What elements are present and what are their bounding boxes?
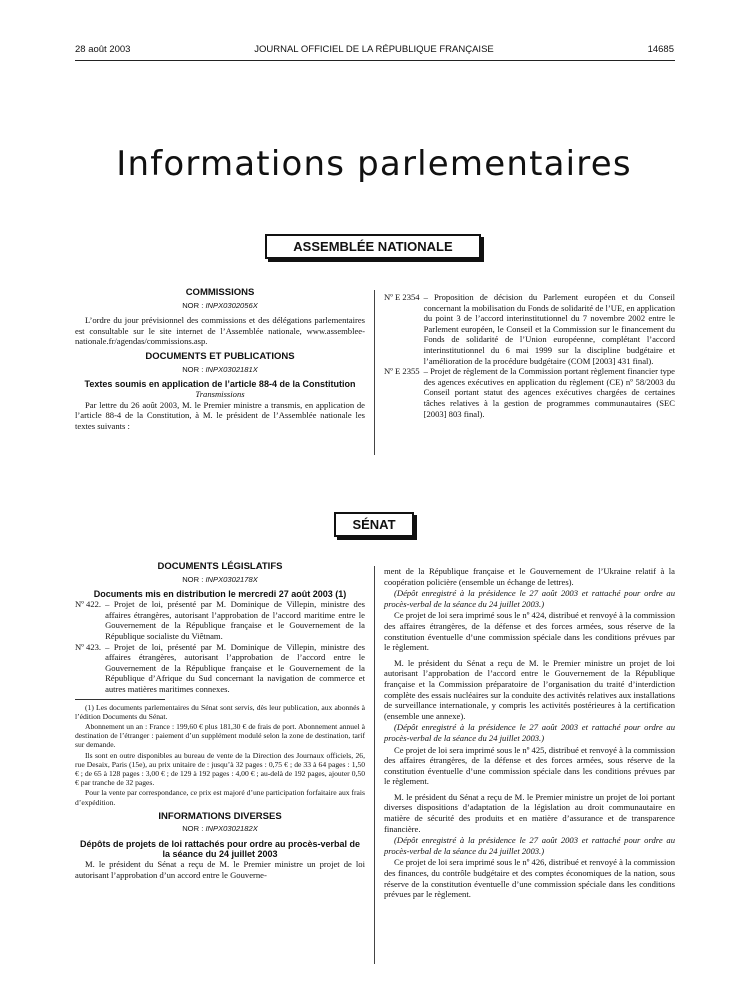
nor-code: INPX0302182X [205,824,258,834]
header-rule [75,60,675,61]
depot-note: (Dépôt enregistré à la présidence le 27 août 2003 et rattaché pour ordre au procès-verbal de la séance du 24 juillet 2003.) [384,835,675,856]
senat-right-column [384,566,675,900]
infos-diverses-heading: INFORMATIONS DIVERSES [158,810,282,822]
item-number: Nº 423. [75,641,102,652]
nor-label: NOR : [182,364,204,374]
docs-legislatifs-bold-title: Documents mis en distribution le mercredi 27 août 2003 (1) [93,589,347,600]
paragraph: M. le président du Sénat a reçu de M. le Premier ministre un projet de loi autorisant l’approbation de l’accord entre le Gouvernement de la République française et la Commission préparatoire de l’organisation du traité d’interdiction complète des essais nucléaires sur la conduite des activités relatives aux installations de surveillance internationale, y compris les activités postérieures à la certification (ensemble une annexe). [384,657,675,721]
documents-heading: DOCUMENTS ET PUBLICATIONS [145,350,295,362]
footnote-p4: Pour la vente par correspondance, ce prix est majoré d’une participation forfaitaire aux frais d’expédition. [75,788,365,807]
paragraph: Ce projet de loi sera imprimé sous le nº 424, distribué et renvoyé à la commission des affaires étrangères, de la défense et des forces armées, sous réserve de la constitution éventuelle d’une commission spéciale dans les conditions prévues par le règlement. [384,610,675,653]
infos-diverses-bold-title: Dépôts de projets de loi rattachés pour ordre au procès-verbal de la séance du 24 juillet 2003 [79,838,361,859]
item-text: – Proposition de décision du Parlement européen et du Conseil concernant la mobilisation du Fonds de solidarité de l’UE, en application du point 3 de l’accord interinstitutionnel du 7 novembre 2002 entre le Parlement européen, le Conseil et la Commission sur le financement du Fonds de solidarité de l’Union européenne, complétant l’accord interinstitutionnel du 6 mai 1999 sur la discipline budgétaire et l’amélioration de la procédure budgétaire (COM [2003] 431 final). [423,292,675,366]
header-date: 28 août 2003 [75,44,131,55]
list-item [384,366,675,419]
paragraph: M. le président du Sénat a reçu de M. le Premier ministre un projet de loi portant diverses dispositions d’adaptation de la législation au droit communautaire en matière de sécurité des produits et en matière d’assurance et de transparence financière. [384,791,675,834]
nor-line [75,575,365,586]
footnote-p3: Ils sont en outre disponibles au bureau de vente de la Direction des Journaux officiels, 26, rue Desaix, Paris (15e), au prix unitaire de : jusqu’à 32 pages : 0,75 € ; de 33 à 64 pages : 1,50 € ; de 65 à 128 pages : 3,00 € ; de 129 à 192 pages : 4,00 € ; au-delà de 192 pages, ajouter 0,50 € par tranche de 32 pages. [75,750,365,788]
nor-label: NOR : [182,300,204,310]
page-title: Informations parlementaires [116,144,632,184]
list-item [384,292,675,366]
depot-note: (Dépôt enregistré à la présidence le 27 août 2003 et rattaché pour ordre au procès-verbal de la séance du 24 juillet 2003.) [384,588,675,609]
infos-diverses-paragraph: M. le président du Sénat a reçu de M. le Premier ministre un projet de loi autorisant l’approbation d’un accord entre le Gouverne- [75,858,365,880]
docs-legislatifs-heading: DOCUMENTS LÉGISLATIFS [157,561,283,572]
item-number: Nº 422. [75,599,102,610]
documents-bold-title: Textes soumis en application de l’article 88-4 de la Constitution [84,379,356,390]
item-number: Nº E 2354 [384,292,420,302]
journal-title: JOURNAL OFFICIEL DE LA RÉPUBLIQUE FRANÇAISE [254,44,494,55]
nor-code: INPX0302178X [205,574,258,584]
nor-code: INPX0302056X [205,300,258,310]
commissions-paragraph: L’ordre du jour prévisionnel des commissions et des délégations parlementaires est consultable sur le site internet de l’Assemblée nationale, www.assemblee-nationale.fr/agendas/commissions.asp. [75,315,365,347]
item-number: Nº E 2355 [384,366,420,377]
nor-code: INPX0302181X [205,364,258,374]
column-rule [374,290,375,455]
list-item [75,642,365,695]
assemblee-left-column [75,288,365,432]
item-text: – Projet de règlement de la Commission portant règlement financier type des agences exécutives en application du règlement (CE) nº 58/2003 du Conseil portant statut des agences exécutives chargées de certaines tâches relatives à la gestion de programmes communautaires (SEC [2003] 803 final). [423,366,675,419]
nor-label: NOR : [182,824,204,834]
depot-note: (Dépôt enregistré à la présidence le 27 août 2003 et rattaché pour ordre au procès-verbal de la séance du 24 juillet 2003.) [384,722,675,743]
footnote [75,703,365,807]
documents-paragraph: Par lettre du 26 août 2003, M. le Premier ministre a transmis, en application de l’article 88-4 de la Constitution, à M. le président de l’Assemblée nationale les textes suivants : [75,399,365,431]
nor-label: NOR : [182,574,204,584]
senat-left-column [75,562,365,880]
paragraph: Ce projet de loi sera imprimé sous le nº 426, distribué et renvoyé à la commission des finances, du contrôle budgétaire et des comptes économiques de la nation, sous réserve de la constitution éventuelle d’une commission spéciale dans les conditions prévues par le règlement. [384,857,675,900]
item-text: – Projet de loi, présenté par M. Dominique de Villepin, ministre des affaires étrangères, autorisant l’approbation de l’accord maritime entre le Gouvernement de la République française et le Gouvernement de la République socialiste du Viêtnam. [105,599,365,641]
paragraph: Ce projet de loi sera imprimé sous le nº 425, distribué et renvoyé à la commission des affaires étrangères, de la défense et des forces armées, sous réserve de la constitution éventuelle d’une commission spéciale dans les conditions prévues par le règlement. [384,744,675,787]
page-number: 14685 [647,44,674,55]
nor-line [75,301,365,312]
nor-line [75,365,365,376]
footnote-p1: (1) Les documents parlementaires du Sénat sont servis, dès leur publication, aux abonnés à l’édition Documents du Sénat. [75,702,365,721]
continued-paragraph: ment de la République française et le Gouvernement de l’Ukraine relatif à la coopération policière (ensemble un échange de lettres). [384,566,675,587]
list-item [75,599,365,641]
column-rule [374,566,375,964]
senat-box-title: SÉNAT [334,512,414,537]
assemblee-right-column [384,292,675,419]
assemblee-box-title: ASSEMBLÉE NATIONALE [265,234,481,259]
item-text: – Projet de loi, présenté par M. Dominique de Villepin, ministre des affaires étrangères, autorisant l’approbation de l’accord entre le Gouvernement de la République française et le Gouvernement de la République d’Afrique du Sud concernant la navigation de commerce et autres matières maritimes connexes. [105,641,365,694]
transmissions-subtitle: Transmissions [195,389,245,400]
nor-line [75,824,365,835]
footnote-p2: Abonnement un an : France : 199,60 € plus 181,30 € de frais de port. Abonnement annuel à destination de l’étranger : paiement d’un supplément modulé selon la zone de destination, tarif sur demande. [75,721,365,750]
commissions-heading: COMMISSIONS [185,287,255,298]
footnote-rule [75,699,165,700]
